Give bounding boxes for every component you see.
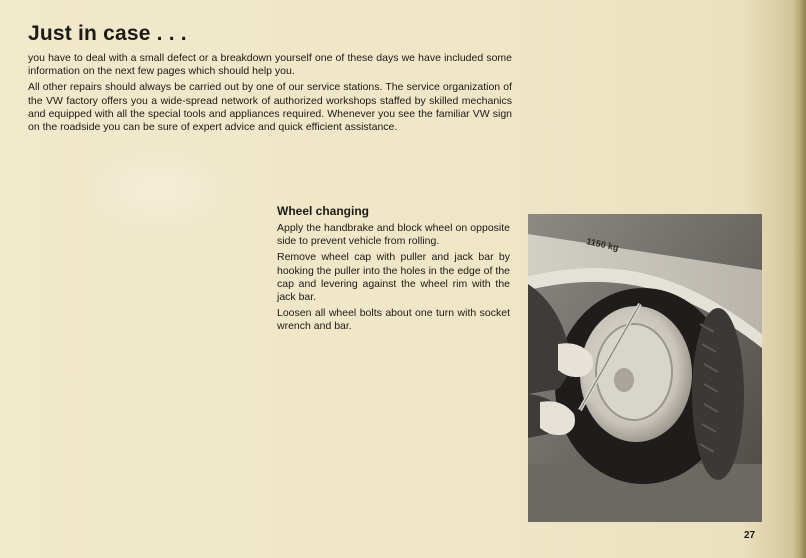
intro-paragraph-2: All other repairs should always be carried out by one of our service stations. The service organization of the VW factory offers you a wide-spread network of authorized workshops staffed by skilled mechanics and equipped with all the special tools and appliances required. Whenever you see the familiar VW sign on the roadside you can be sure of expert advice and quick efficient assistance. bbox=[28, 81, 512, 134]
section-paragraph-2: Remove wheel cap with puller and jack bar by hooking the puller into the holes in the edge of the cap and levering against the wheel rim with the jack bar. bbox=[277, 251, 510, 304]
wheel-cap-removal-photo bbox=[528, 214, 762, 522]
show-through-circle bbox=[85, 145, 235, 235]
wheel-changing-section bbox=[277, 204, 510, 337]
section-title: Wheel changing bbox=[277, 204, 370, 218]
load-rating-label: 1150 kg bbox=[585, 236, 620, 253]
intro-paragraph-1: you have to deal with a small defect or a breakdown yourself one of these days we have included some information on the next few pages which should help you. bbox=[28, 52, 512, 78]
wheel-photo-illustration bbox=[528, 214, 762, 522]
intro-text bbox=[28, 52, 512, 137]
page-spine-edge bbox=[794, 0, 806, 558]
section-paragraph-1: Apply the handbrake and block wheel on opposite side to prevent vehicle from rolling. bbox=[277, 222, 510, 248]
section-paragraph-3: Loosen all wheel bolts about one turn with socket wrench and bar. bbox=[277, 307, 510, 333]
page-heading: Just in case . . . bbox=[28, 22, 187, 45]
page-number: 27 bbox=[744, 530, 756, 541]
